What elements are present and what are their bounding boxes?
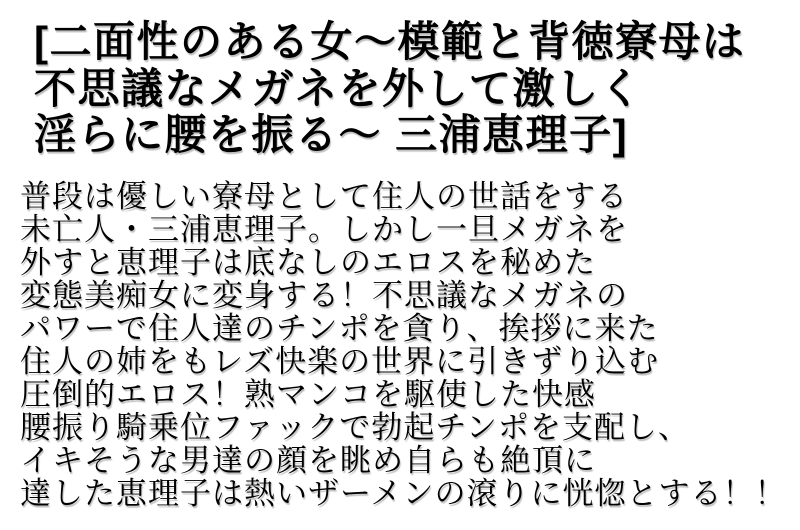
description-line: 普段は優しい寮母として住人の世話をする	[20, 178, 628, 214]
title-block	[0, 0, 800, 159]
title-line-3: 淫らに腰を振る～ 三浦恵理子]	[34, 111, 629, 158]
description-line: 圧倒的エロス！熟マンコを駆使した快感	[20, 376, 596, 412]
description-line: 変態美痴女に変身する！不思議なメガネの	[20, 277, 628, 313]
title-line-1: [二面性のある女～模範と背徳寮母は	[34, 18, 746, 65]
description-line: 達した恵理子は熱いザーメンの滾りに恍惚とする！！	[20, 475, 787, 511]
description-line: イキそうな男達の顔を眺め自らも絶頂に	[20, 442, 596, 478]
description-line: 腰振り騎乗位ファックで勃起チンポを支配し、	[20, 409, 690, 445]
description-line: パワーで住人達のチンポを貪り、挨拶に来た	[20, 310, 659, 346]
description-line: 住人の姉をもレズ快楽の世界に引きずり込む	[20, 343, 660, 379]
title-line-2: 不思議なメガネを外して激しく	[34, 64, 644, 112]
description-line: 外すと恵理子は底なしのエロスを秘めた	[20, 244, 596, 280]
description-line: 未亡人・三浦恵理子。しかし一旦メガネを	[20, 211, 628, 247]
description-block	[0, 159, 800, 510]
